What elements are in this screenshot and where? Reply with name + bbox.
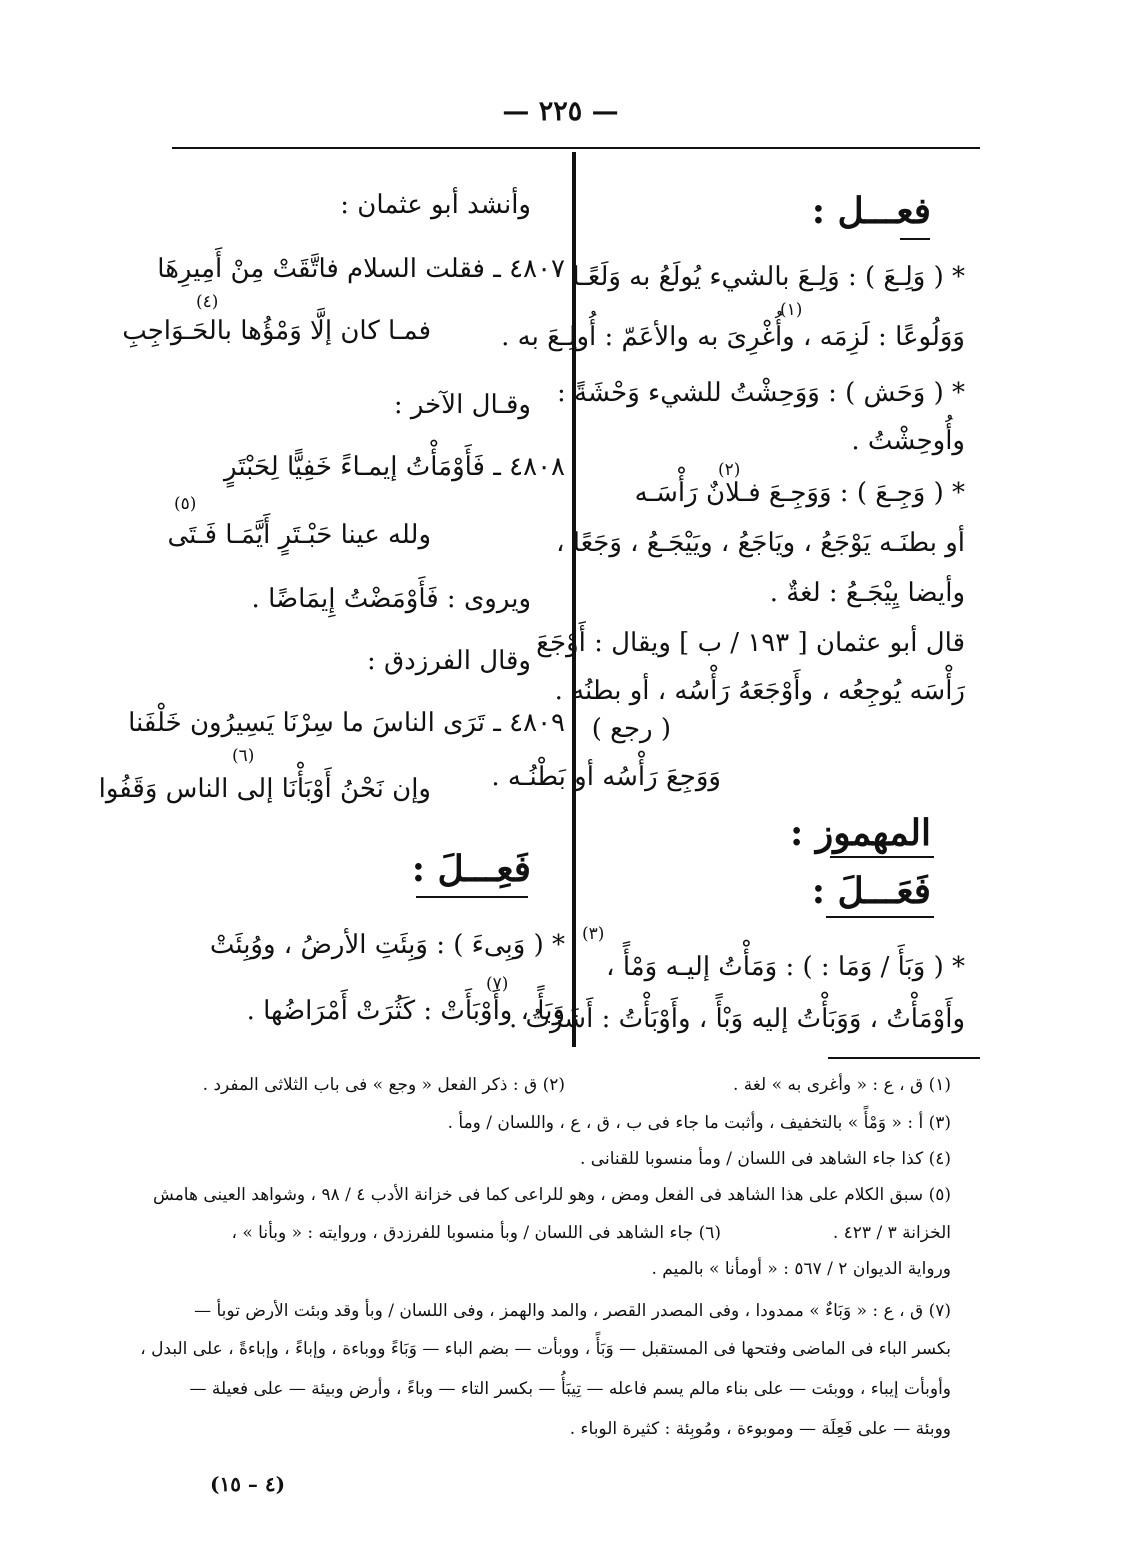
footnote-4: (٤) كذا جاء الشاهد فى اللسان / ومأ منسوبا للقنانى . [579,1149,951,1169]
right-heading-mahmuz-underline [830,856,934,858]
footnote-ref-2: (٢) [718,460,741,480]
right-heading-faala: فَعَـــلَ : [811,870,931,912]
left-verse-4807-a: ٤٨٠٧ ـ فقلت السلام فاتَّقَتْ مِنْ أَمِيرِهَا [157,254,565,284]
footnote-3: (٣) أ : « وَمْأً » بالتخفيف ، وأثبت ما جاء فى ب ، ق ، ع ، واللسان / ومأ . [447,1113,951,1133]
left-line-1: وأنشد أبو عثمان : [340,190,531,220]
right-heading-faal: فعـــل : [811,190,931,232]
footnote-6-line-1: (٦) جاء الشاهد فى اللسان / وبأ منسوبا للفرزدق ، وروايته : « وبأنا » ، [231,1223,721,1243]
header-rule [172,147,980,149]
footnote-1: (١) ق ، ع : « وأغرى به » لغة . [732,1075,951,1095]
page-number: — ٢٢٥ — [502,96,619,127]
footnote-ref-3: (٣) [582,924,605,944]
left-heading-underline [416,896,528,898]
footnote-7-line-1: (٧) ق ، ع : « وَبَاءٌ » ممدودا ، وفى المصدر القصر ، والمد والهمز ، وفى اللسان / وبأ وقد وبئت الأرض توبأ — [194,1301,951,1321]
left-line-2: وقـال الآخر : [393,390,531,420]
right-line-8: قال أبو عثمان [ ١٩٣ / ب ] ويقال : أَوْجَعَ [536,628,965,658]
right-heading-mahmuz: المهموز : [790,812,931,854]
right-line-10: وَوَجِعَ رَأْسُه أو بَطْنُـه . [491,762,721,792]
left-heading-faila: فَعِـــلَ : [411,848,531,890]
right-line-4: وأُوحِشْتُ . [851,426,965,456]
left-verse-4808-a: ٤٨٠٨ ـ فَأَوْمَأْتُ إيمـاءً خَفِيًّا لِحَبْتَرٍ [223,452,565,482]
left-line-5: * ( وَبِىءَ ) : وَبِئَتِ الأرضُ ، ووُبِئَتْ [209,930,565,960]
right-heading-faala-underline [826,916,934,918]
footnote-5-line-1: (٥) سبق الكلام على هذا الشاهد فى الفعل ومض ، وهو للراعى كما فى خزانة الأدب ٤ / ٩٨ ، وشواهد العينى هامش [153,1185,951,1205]
left-verse-4808-b: ولله عينا حَبْـتَرٍ أَيَّمَـا فَـتَى [167,520,431,550]
signature-code: (٤ – ١٥) [210,1472,286,1496]
footnote-7-line-3: وأوبأت إيباء ، ووبئت — على بناء مالم يسم فاعله — تِيبَأُ — بكسر التاء — وباءً ، وأرض وبيئة — على فعيلة — [189,1379,951,1399]
footnote-7-line-2: بكسر الباء فى الماضى وفتحها فى المستقبل — وَبَأً ، ووبأت — بضم الباء — وَبَاءً ووباءة ، وإباءً ، وإباءةً ، على البدل ، [140,1339,951,1359]
footnote-5-line-2: الخزانة ٣ / ٤٢٣ . [832,1223,951,1243]
right-line-2: وَوَلُوعًا : لَزِمَه ، وأُغْرِىَ به والأعَمّ : أُولِـعَ به . [501,322,965,352]
right-line-7: وأيضا يِيْجَـعُ : لغةٌ . [769,578,965,608]
right-line-ref-rajaa: ( رجع ) [591,714,671,744]
footnote-2: (٢) ق : ذكر الفعل « وجع » فى باب الثلاثى المفرد . [202,1075,565,1095]
footnote-ref-6: (٦) [232,746,255,766]
left-line-4: وقال الفرزدق : [366,646,531,676]
footnote-7-line-4: ووبئة — على فَعِلَة — وموبوءة ، ومُوبِئة : كثيرة الوباء . [569,1419,951,1439]
left-line-3: ويروى : فَأَوْمَضْتُ إِيمَاضًا . [251,584,531,614]
right-line-6: أو بطنَـه يَوْجَعُ ، ويَاجَعُ ، ويَيْجَـعُ ، وَجَعًا ، [556,528,965,558]
right-line-12: وأَوْمَأْتُ ، وَوَبَأْتُ إليه وَبْأً ، وأَوْبَأْتُ : أَشَرْتُ . [508,1004,965,1034]
footnote-ref-5: (٥) [174,494,197,514]
right-line-5: * ( وَجِـعَ ) : وَوَجِـعَ فـلانٌ رَأْسَـه [634,478,965,508]
right-line-3: * ( وَحَش ) : وَوَحِشْتُ للشيء وَحْشَةً : [557,378,965,408]
footnote-rule [828,1057,980,1059]
footnote-ref-1: (١) [780,300,803,320]
left-verse-4809-a: ٤٨٠٩ ـ تَرَى الناسَ ما سِرْنَا يَسِيرُون خَلْفَنا [128,708,565,738]
right-line-1: * ( وَلِـعَ ) : وَلِـعَ بالشيء يُولَعُ به وَلَعًـا [572,262,965,292]
right-line-9: رَأْسَه يُوجِعُه ، وأَوْجَعَهُ رَأْسُه ، أو بطنُه . [554,676,965,706]
footnote-ref-7: (٧) [486,974,509,994]
left-line-6: وَبَأً ، وأَوْبَأَتْ : كَثُرَتْ أَمْرَاضُها . [246,996,565,1026]
right-heading-underline [900,238,930,240]
left-verse-4807-b: فمـا كان إلَّا وَمْؤُها بالحَـوَاجِبِ [122,316,431,346]
left-verse-4809-b: وإن نَحْنُ أَوْبَأْنَا إلى الناس وَقَفُوا [98,774,431,804]
footnote-6-line-2: ورواية الديوان ٢ / ٥٦٧ : « أومأنا » بالميم . [651,1259,951,1279]
footnote-ref-4: (٤) [196,292,219,312]
right-line-11: * ( وَبَأَ / وَمَا : ) : وَمَأْتُ إليـه وَمْأً ، [606,952,965,982]
